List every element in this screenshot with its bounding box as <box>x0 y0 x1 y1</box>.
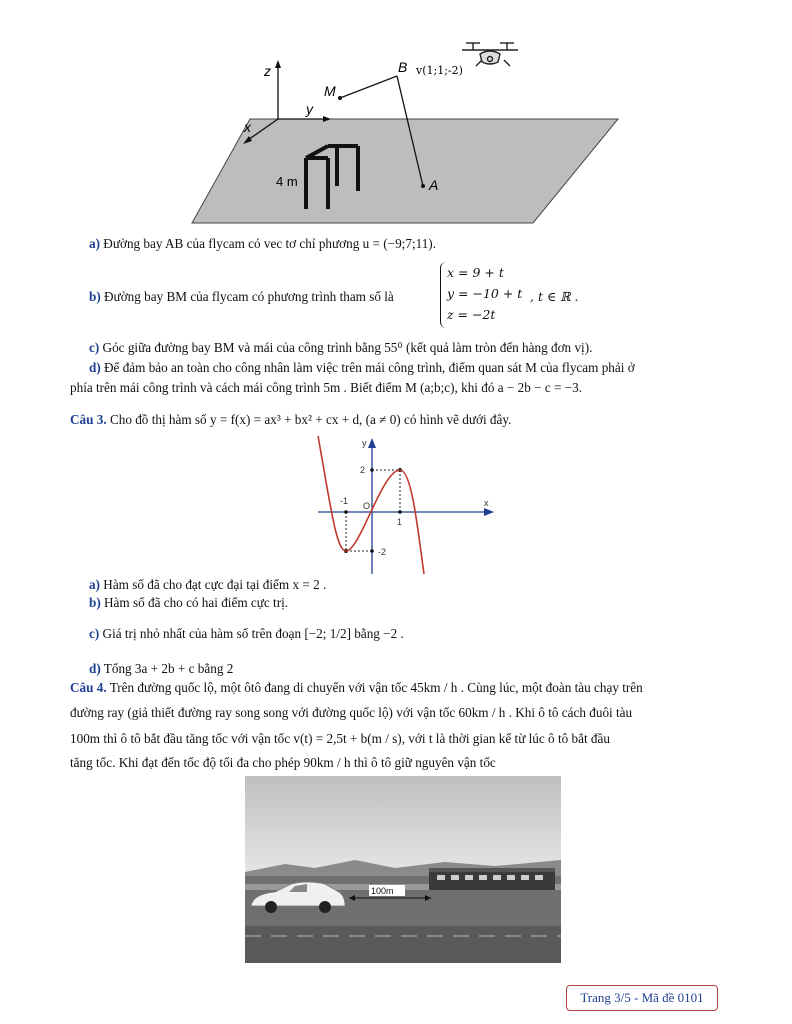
q4-line4: tăng tốc. Khi đạt đến tốc độ tối đa cho phép 90km / h thì ô tô giữ nguyên vận tốc <box>70 755 496 770</box>
q2-a-text: Đường bay AB của flycam có vec tơ chỉ phương u = (−9;7;11). <box>103 236 436 251</box>
graph-y-label: y <box>362 438 367 448</box>
car-train-photo <box>245 776 561 963</box>
vector-label: v(1;1;-2) <box>416 64 463 77</box>
page-footer: Trang 3/5 - Mã đề 0101 <box>566 985 718 1011</box>
q3-d-label: d) <box>89 661 101 676</box>
graph-tick-x-neg: -1 <box>340 496 349 506</box>
q2-d-label: d) <box>89 360 101 375</box>
axis-y-label: y <box>306 101 313 117</box>
photo-distance-label: 100m <box>371 886 394 896</box>
q2-c-label: c) <box>89 340 100 355</box>
q4-line1: Trên đường quốc lộ, một ôtô đang di chuyển với vận tốc 45km / h . Cùng lúc, một đoàn tàu chạy trên <box>109 680 643 695</box>
height-label: 4 m <box>276 174 298 189</box>
q2-c-text: Góc giữa đường bay BM và mái của công trình bằng 55⁰ (kết quả làm tròn đến hàng đơn vị). <box>102 340 593 355</box>
q4-line3: 100m thì ô tô bắt đầu tăng tốc với vận tốc v(t) = 2,5t + b(m / s), với t là thời gian kể từ lúc ô tô bắt đầu <box>70 731 610 746</box>
axis-x-label: x <box>244 119 251 135</box>
point-m-label: M <box>324 83 336 99</box>
q3-a-text: Hàm số đã cho đạt cực đại tại điểm x = 2 . <box>103 577 327 592</box>
cubic-graph <box>312 432 498 578</box>
flycam-figure <box>190 36 620 228</box>
point-b-label: B <box>398 59 408 75</box>
graph-tick-y-pos: 2 <box>360 465 366 475</box>
q2-a-label: a) <box>89 236 100 251</box>
q3-a-label: a) <box>89 577 100 592</box>
q2-param-system <box>440 262 522 328</box>
q4-line2: đường ray (giả thiết đường ray song song với đường quốc lộ) với vận tốc 60km / h . Khi ô tô cách đuôi tàu <box>70 705 633 720</box>
q2-b-text: Đường bay BM của flycam có phương trình tham số là <box>104 289 394 304</box>
train-icon <box>429 868 555 890</box>
graph-tick-y-neg: -2 <box>378 547 387 557</box>
q2-b-label: b) <box>89 289 101 304</box>
graph-x-label: x <box>484 498 489 508</box>
cubic-curve <box>318 436 424 574</box>
q3-d-text: Tổng 3a + 2b + c bằng 2 <box>103 661 234 676</box>
q2-b-eq2: y = −10 + t <box>447 286 523 301</box>
graph-origin-label: O <box>363 501 371 511</box>
q3-b-text: Hàm số đã cho có hai điểm cực trị. <box>104 595 289 610</box>
point-a-label: A <box>429 177 439 193</box>
q3-title: Câu 3. <box>70 412 107 427</box>
q2-b-eq3: z = −2t <box>447 307 496 322</box>
q3-c-text: Giá trị nhỏ nhất của hàm số trên đoạn [−2; 1/2] bằng −2 . <box>102 626 404 641</box>
q3-b-label: b) <box>89 595 101 610</box>
q3-stem: Cho đồ thị hàm số y = f(x) = ax³ + bx² + cx + d, (a ≠ 0) có hình vẽ dưới đây. <box>109 412 512 427</box>
q4-title: Câu 4. <box>70 680 107 695</box>
q2-d-text1: Để đảm bảo an toàn cho công nhân làm việc trên mái công trình, điểm quan sát M của flycam phải ở <box>104 360 635 375</box>
q2-d-text2: phía trên mái công trình và cách mái công trình 5m . Biết điểm M (a;b;c), khi đó a − 2b − c = −3. <box>70 380 583 395</box>
q3-c-label: c) <box>89 626 100 641</box>
graph-tick-x-pos: 1 <box>397 517 403 527</box>
q2-b-eq1: x = 9 + t <box>447 265 504 280</box>
axis-z-label: z <box>264 63 271 79</box>
q2-b-condition: , t ∈ ℝ . <box>530 289 579 304</box>
